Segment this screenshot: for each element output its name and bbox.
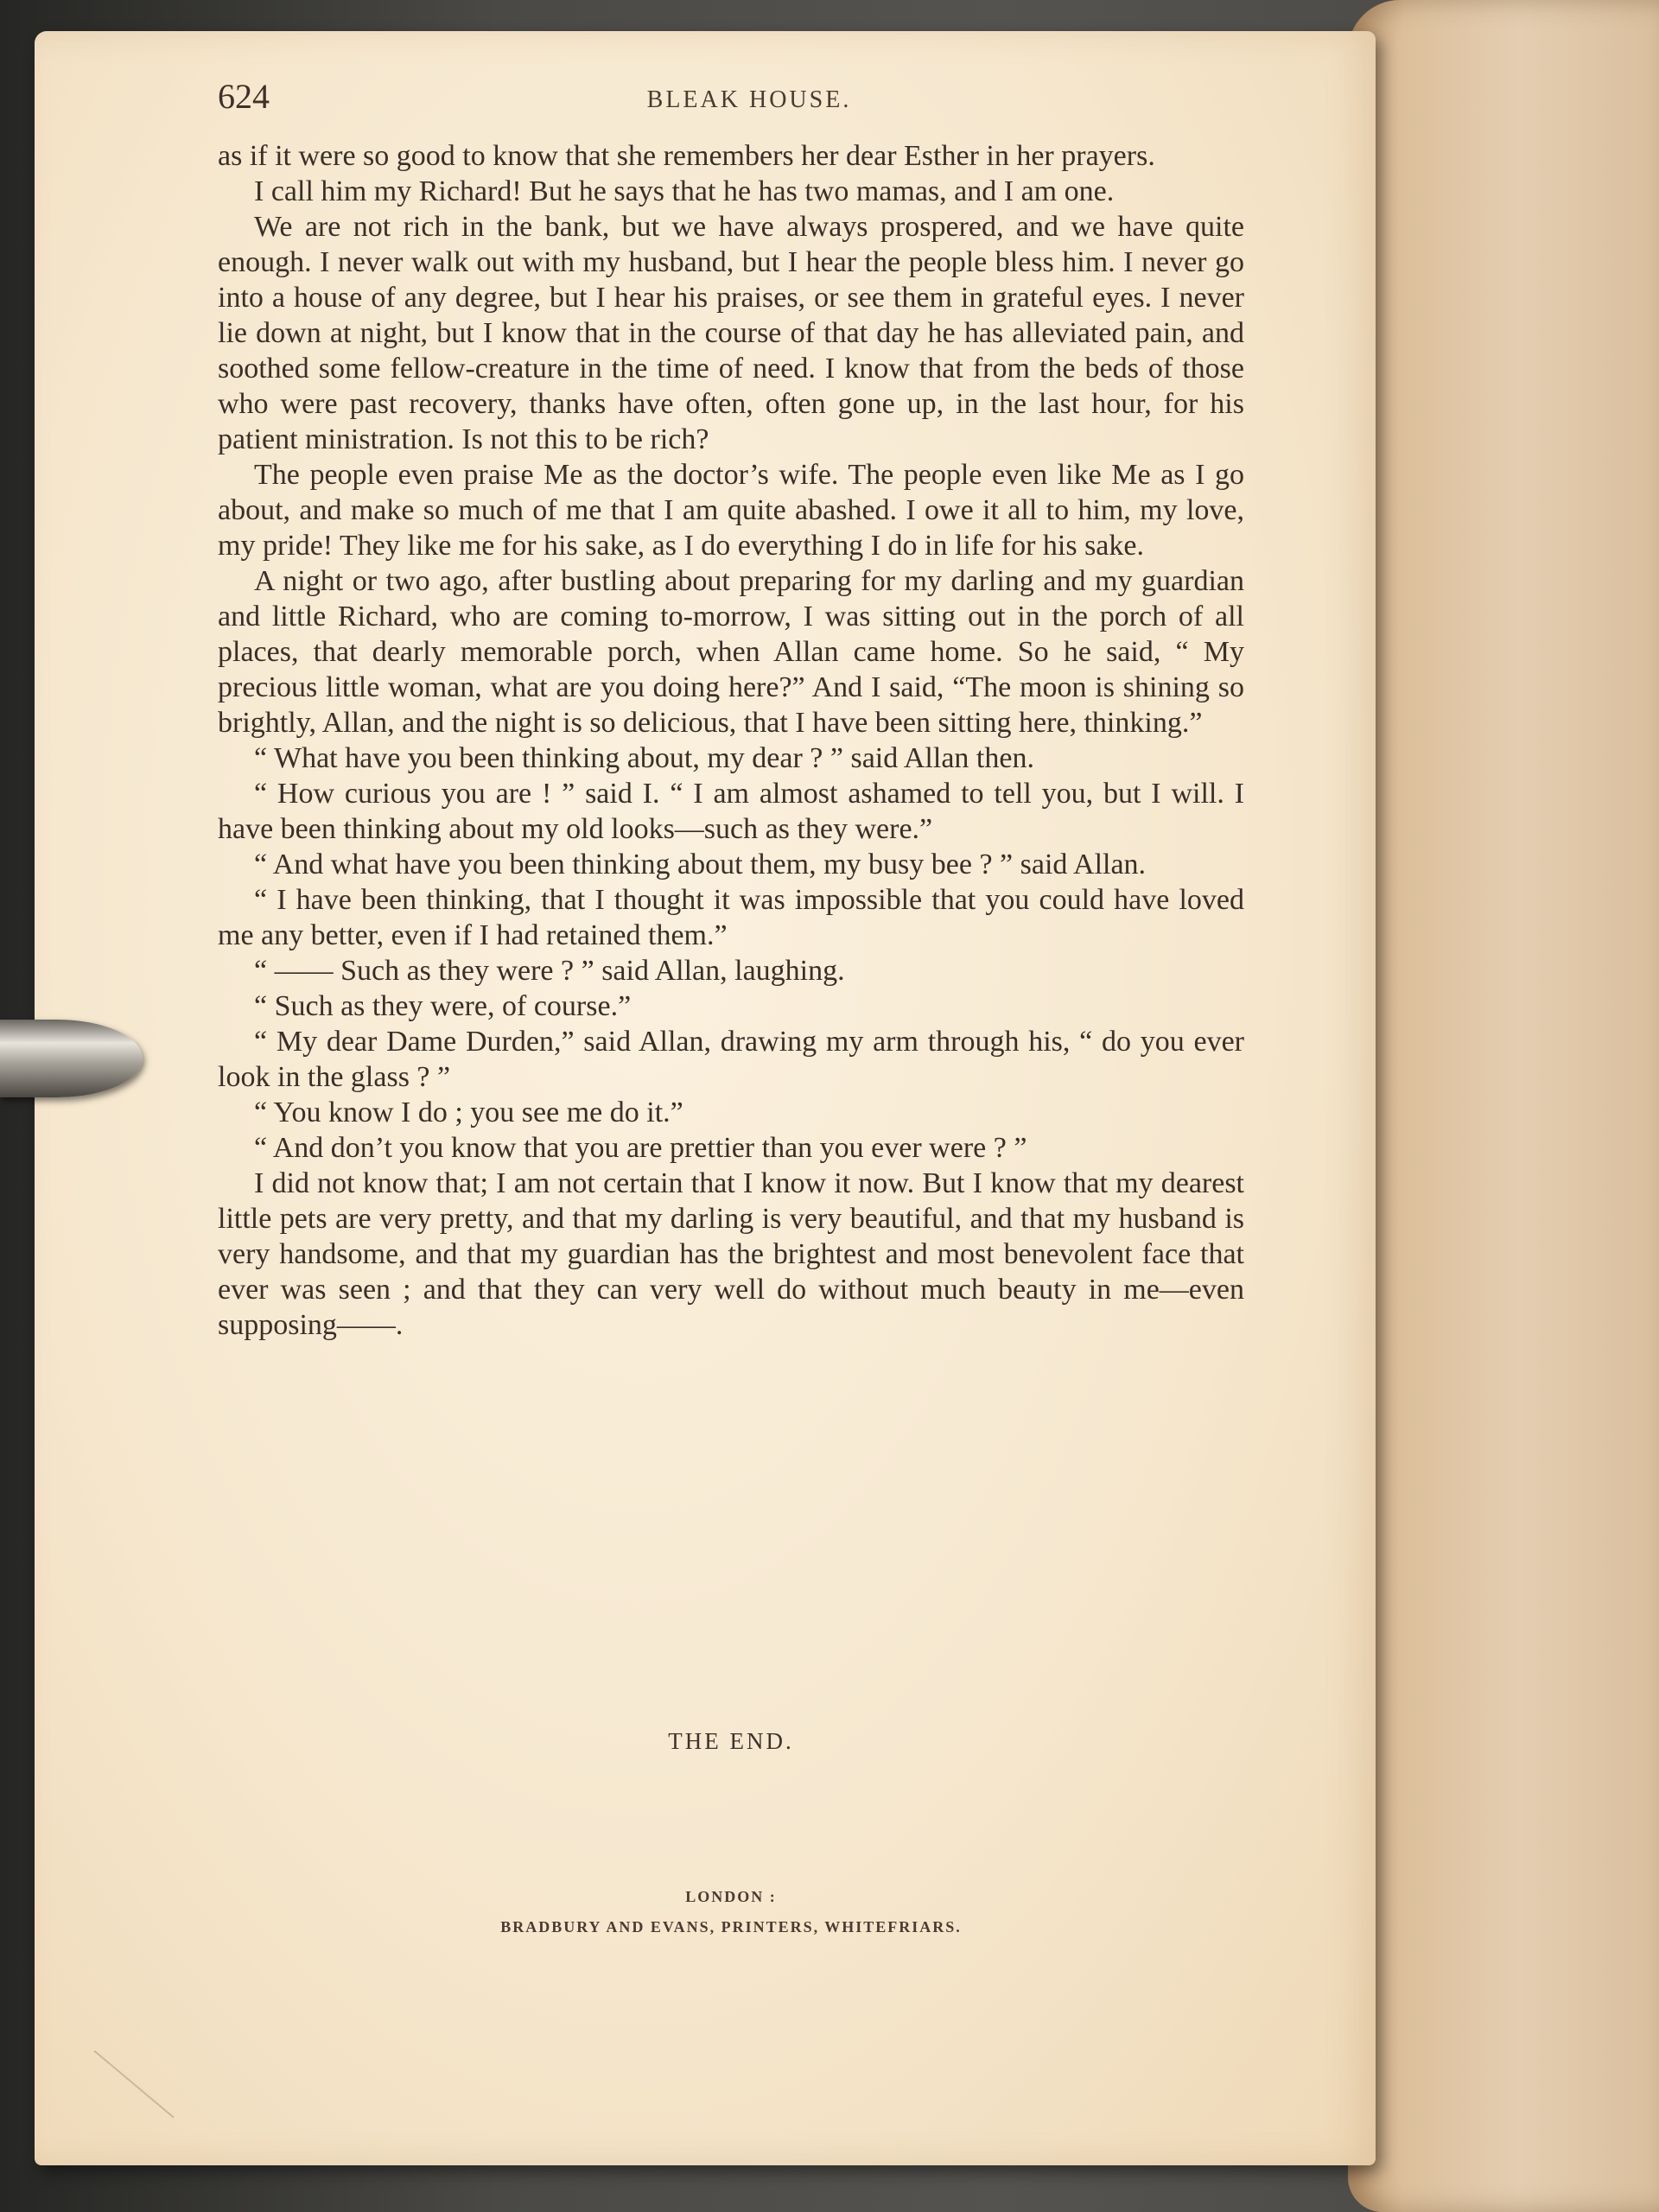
paragraph: “ And what have you been thinking about them, my busy bee ? ” said Allan. — [254, 849, 1147, 880]
page-number: 624 — [218, 77, 270, 116]
imprint-city: LONDON : — [685, 1888, 777, 1905]
paragraph: I call him my Richard! But he says that he has two mamas, and I am one. — [254, 175, 1115, 207]
paragraph: as if it were so good to know that she remembers her dear Esther in her prayers. — [218, 140, 1155, 172]
paragraph: “ I have been thinking, that I thought it was impossible that you could have loved me any better, even if I had retained them.” — [218, 884, 1244, 951]
paragraph: “ What have you been thinking about, my dear ? ” said Allan then. — [254, 742, 1034, 774]
paragraph: A night or two ago, after bustling about preparing for my darling and my guardian and little Richard, who are coming to-morrow, I was sitting out in the porch of all places, that dearly memorable porch, when Allan came home. So he said, “ My precious little woman, what are you doing here?” And I said, “The moon is shining so brightly, Allan, and the night is so delicious, that I have been sitting here, thinking.” — [218, 565, 1244, 739]
imprint-printers: BRADBURY AND EVANS, PRINTERS, WHITEFRIARS. — [500, 1918, 962, 1936]
body-text — [218, 138, 1244, 1343]
facing-page-edge — [1348, 0, 1659, 2212]
paragraph: “ How curious you are ! ” said I. “ I am almost ashamed to tell you, but I will. I have been thinking about my old looks—such as they were.” — [218, 778, 1244, 845]
page-corner-crease — [93, 2050, 174, 2119]
paragraph: “ And don’t you know that you are prettier than you ever were ? ” — [254, 1132, 1027, 1164]
running-title: BLEAK HOUSE. — [646, 86, 852, 113]
printer-imprint — [218, 1888, 1244, 1936]
paragraph: We are not rich in the bank, but we have always prospered, and we have quite enough. I never walk out with my husband, but I hear the people bless him. I never go into a house of any degree, but I hear his praises, or see them in grateful eyes. I never lie down at night, but I know that in the course of that day he has alleviated pain, and soothed some fellow-creature in the time of need. I know that from the beds of those who were past recovery, thanks have often, often gone up, in the last hour, for his patient ministration. Is not this to be rich? — [218, 211, 1244, 455]
the-end-heading: THE END. — [668, 1728, 794, 1754]
paragraph: “ Such as they were, of course.” — [254, 990, 632, 1022]
paragraph: I did not know that; I am not certain that I know it now. But I know that my dearest little pets are very pretty, and that my darling is very beautiful, and that my husband is very handsome, and that my guardian has the brightest and most benevolent face that ever was seen ; and that they can very well do without much beauty in me—even supposing——. — [218, 1167, 1244, 1341]
paragraph: The people even praise Me as the doctor’s wife. The people even like Me as I go about, and make so much of me that I am quite abashed. I owe it all to him, my love, my pride! They like me for his sake, as I do everything I do in life for his sake. — [218, 459, 1244, 562]
paragraph: “ You know I do ; you see me do it.” — [254, 1096, 683, 1128]
page-header — [218, 76, 1246, 128]
paragraph: “ —— Such as they were ? ” said Allan, laughing. — [254, 955, 845, 987]
paragraph: “ My dear Dame Durden,” said Allan, drawing my arm through his, “ do you ever look in the glass ? ” — [218, 1026, 1244, 1093]
